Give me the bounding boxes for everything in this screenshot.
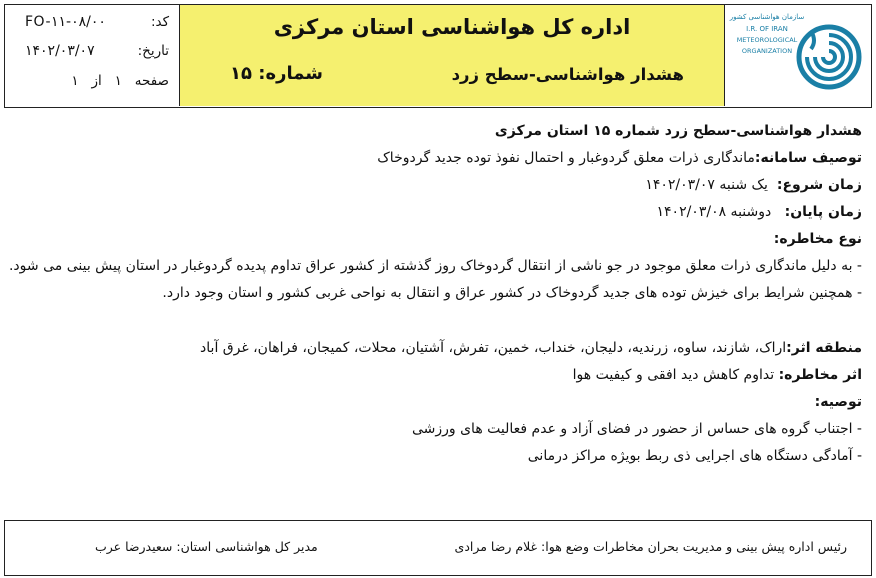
signature-footer: [4, 520, 872, 576]
irimo-logo: [725, 5, 871, 106]
system-description: [6, 145, 862, 172]
end-label: زمان پایان:: [784, 204, 862, 220]
effect-label: اثر مخاطره:: [778, 367, 862, 383]
director-signature: مدیر کل هواشناسی استان: سعیدرضا عرب: [95, 539, 318, 554]
alert-number: شماره: ۱۵: [230, 63, 323, 84]
area-label: منطقه اثر:: [786, 340, 862, 356]
document-header: [4, 4, 872, 108]
advice-label: توصیه:: [814, 394, 862, 410]
date-row: [13, 43, 169, 67]
page-row: [13, 73, 169, 97]
svg-text:ORGANIZATION: ORGANIZATION: [741, 47, 793, 55]
date-label: تاریخ:: [137, 43, 169, 59]
code-row: [13, 14, 169, 38]
advice-item-2: - آمادگی دستگاه های اجرایی ذی ربط بویژه مراکز درمانی: [527, 448, 862, 464]
code-label: کد:: [150, 14, 169, 30]
date-value: ۱۴۰۲/۰۳/۰۷: [25, 43, 95, 59]
svg-text:I.R. OF IRAN: I.R. OF IRAN: [746, 25, 788, 33]
code-value: FO-۱۱-۰۸/۰۰: [25, 14, 106, 30]
system-label: توصیف سامانه:: [754, 150, 862, 166]
hazard-item-2: - همچنین شرایط برای خیزش توده های جدید گردوخاک در کشور عراق و انتقال به نواحی غربی کشور و استان وجود دارد.: [162, 285, 862, 301]
hazard-type-label: نوع مخاطره:: [773, 231, 862, 247]
alert-heading: هشدار هواشناسی-سطح زرد شماره ۱۵ استان مرکزی: [494, 123, 862, 139]
svg-text:سازمان هواشناسی کشور: سازمان هواشناسی کشور: [729, 13, 805, 21]
hazard-effect: [6, 362, 862, 389]
advice-item-1: - اجتناب گروه های حساس از حضور در فضای آزاد و عدم فعالیت های ورزشی: [411, 421, 862, 437]
effect-value: تداوم کاهش دید افقی و کیفیت هوا: [572, 367, 779, 383]
alert-level-title: هشدار هواشناسی-سطح زرد: [451, 65, 684, 84]
affected-area: [6, 335, 862, 362]
start-label: زمان شروع:: [776, 177, 862, 193]
end-value: دوشنبه ۱۴۰۲/۰۳/۰۸: [656, 204, 772, 220]
start-value: یک شنبه ۱۴۰۲/۰۳/۰۷: [645, 177, 768, 193]
system-value: ماندگاری ذرات معلق گردوغبار و احتمال نفوذ توده جدید گردوخاک: [377, 150, 755, 166]
form-meta: [5, 5, 180, 106]
page-info: صفحه ۱ از ۱: [71, 73, 169, 89]
alert-body: [6, 118, 862, 470]
logo-icon: [725, 5, 871, 106]
start-time: [6, 172, 862, 199]
hazard-item-1: - به دلیل ماندگاری ذرات معلق موجود در جو ناشی از انتقال گردوخاک روز گذشته از کشور عراق تداوم پدیده گردوغبار در استان پیش بینی می شود.: [8, 258, 862, 274]
title-banner: [180, 5, 725, 106]
end-time: [6, 199, 862, 226]
svg-text:METEOROLOGICAL: METEOROLOGICAL: [736, 36, 798, 44]
office-title: اداره کل هواشناسی استان مرکزی: [273, 15, 631, 39]
forecast-head-signature: رئیس اداره پیش بینی و مدیریت بحران مخاطرات وضع هوا: غلام رضا مرادی: [454, 539, 847, 554]
area-value: اراک، شازند، ساوه، زرندیه، دلیجان، خنداب، خمین، تفرش، آشتیان، محلات، کمیجان، فراهان، غرق آباد: [200, 340, 787, 356]
